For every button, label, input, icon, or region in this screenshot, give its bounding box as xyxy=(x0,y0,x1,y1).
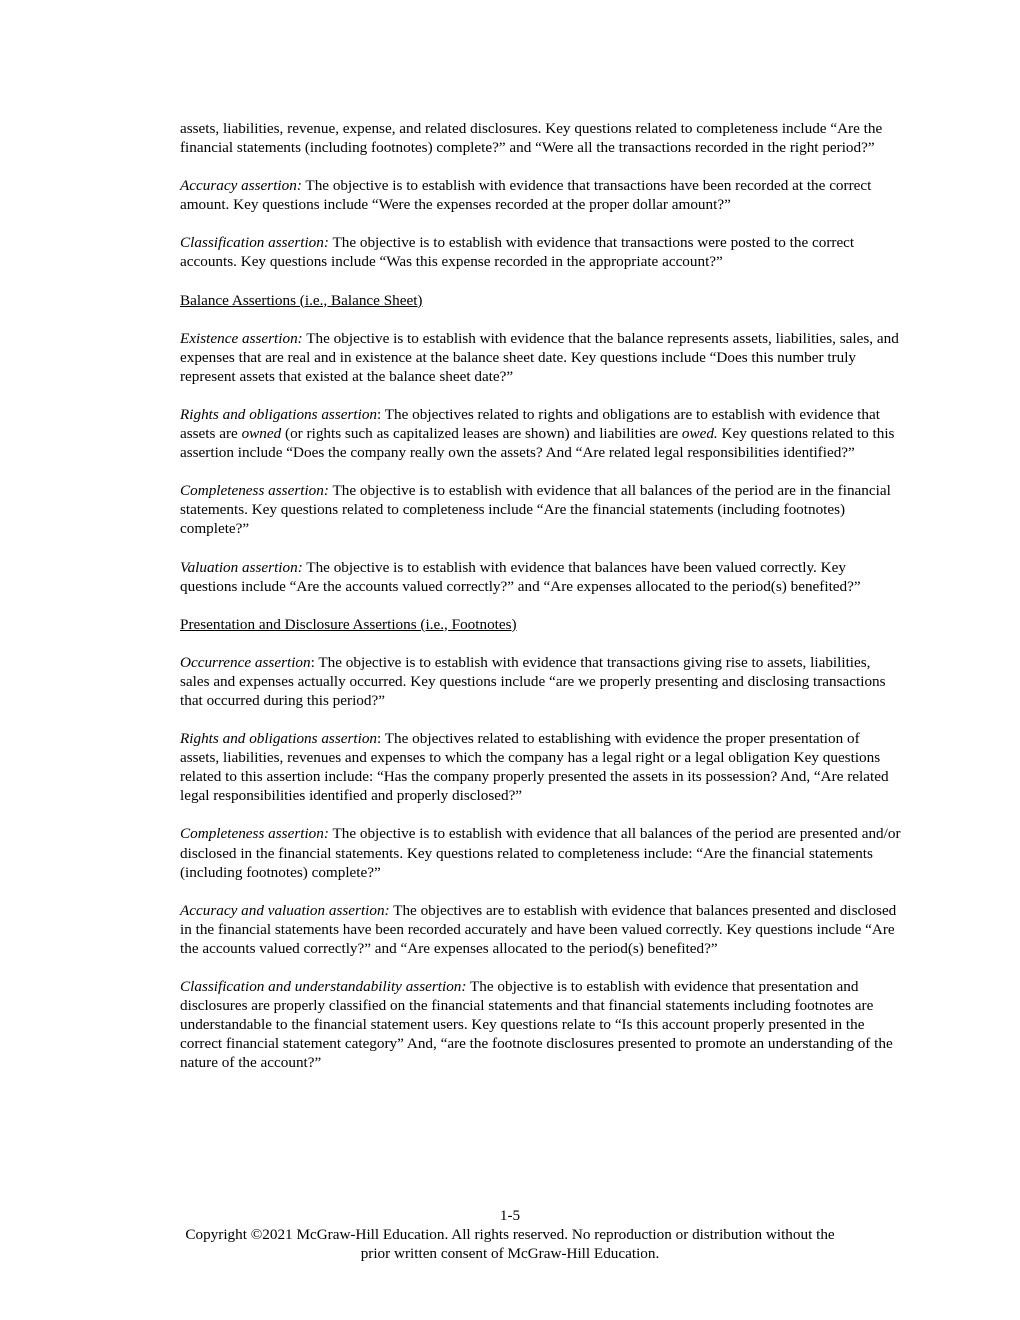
emphasis-owned: owned xyxy=(241,425,282,443)
paragraph-text: The objectives are to establish with evidence that balances presented and disclosed in the financial statements have been recorded accurately and have been valued correctly. Key questions include “Are the accounts valued correctly?” and “Are expenses allocated to the period(s) benefited?” xyxy=(180,901,897,957)
page-number: 1-5 xyxy=(499,1207,521,1224)
assertion-label: Occurrence assertion xyxy=(180,653,311,671)
assertion-label: Rights and obligations assertion xyxy=(180,730,378,748)
page-footer xyxy=(0,1206,1020,1263)
paragraph-text: : The objectives related to establishing with evidence the proper presentation of assets, liabilities, revenues and expenses to which the company has a legal right or a legal obligation Key questions related to this assertion include: “Has the company properly presented the assets in its possession? And, “Are related legal responsibilities identified and properly disclosed?” xyxy=(180,730,889,805)
paragraph-completeness-presentation xyxy=(180,824,902,881)
section-heading-text: Balance Assertions (i.e., Balance Sheet) xyxy=(180,291,423,309)
assertion-label: Existence assertion: xyxy=(180,329,303,347)
paragraph-text: : The objectives related to rights and obligations are to establish with evidence that assets are xyxy=(180,405,880,443)
paragraph-text: The objective is to establish with evidence that all balances of the period are in the financial statements. Key questions related to completeness include “Are the financial statements (including footnotes) complete?” xyxy=(180,482,891,538)
paragraph-text: The objective is to establish with evidence that transactions were posted to the correct accounts. Key questions include “Was this expense recorded in the appropriate account?” xyxy=(180,234,855,271)
assertion-label: Classification assertion: xyxy=(180,234,329,252)
paragraph-text: The objective is to establish with evidence that transactions have been recorded at the correct amount. Key questions include “Were the expenses recorded at the proper dollar amount?” xyxy=(180,177,872,214)
paragraph-existence-assertion xyxy=(180,329,902,386)
paragraph-text: The objective is to establish with evidence that the balance represents assets, liabilities, sales, and expenses that are real and in existence at the balance sheet date. Key questions include “Does this number truly represent assets that existed at the balance sheet date?” xyxy=(180,329,899,385)
paragraph-text: (or rights such as capitalized leases are shown) and liabilities are xyxy=(281,425,682,443)
paragraph-classification-assertion xyxy=(180,233,902,271)
paragraph-accuracy-valuation xyxy=(180,901,902,958)
section-heading-text: Presentation and Disclosure Assertions (i.e., Footnotes) xyxy=(180,615,517,633)
assertion-label: Accuracy assertion: xyxy=(180,177,302,195)
paragraph-completeness-continued xyxy=(180,119,902,157)
paragraph-valuation-assertion xyxy=(180,558,902,596)
paragraph-text: The objective is to establish with evidence that balances have been valued correctly. Key questions include “Are the accounts valued correctly?” and “Are expenses allocated to the period(s) benefited?” xyxy=(180,558,861,595)
assertion-label: Valuation assertion: xyxy=(180,558,303,576)
assertion-label: Rights and obligations assertion xyxy=(180,405,378,423)
paragraph-text: : The objective is to establish with evidence that transactions giving rise to assets, liabilities, sales and expenses actually occurred. Key questions include “are we properly presenting and disclosing transactions that occurred during this period?” xyxy=(180,653,886,709)
document-body xyxy=(180,119,902,1091)
paragraph-occurrence-assertion xyxy=(180,653,902,710)
paragraph-classification-understandability xyxy=(180,977,902,1072)
assertion-label: Accuracy and valuation assertion: xyxy=(180,901,390,919)
paragraph-text: The objective is to establish with evidence that presentation and disclosures are properly classified on the financial statements and that financial statements including footnotes are understandable to the financial statement users. Key questions relate to “Is this account properly presented in the correct financial statement category” And, “are the footnote disclosures presented to promote an understanding of the nature of the account?” xyxy=(180,978,893,1072)
assertion-label: Classification and understandability assertion: xyxy=(180,978,467,995)
paragraph-rights-obligations-balance xyxy=(180,405,902,462)
paragraph-accuracy-assertion xyxy=(180,176,902,214)
paragraph-text: Key questions related to this assertion include “Does the company really own the assets? And “Are related legal responsibilities identified?” xyxy=(180,425,895,462)
section-heading-balance-assertions xyxy=(180,291,902,310)
section-heading-presentation-disclosure xyxy=(180,615,902,634)
copyright-line-1: Copyright ©2021 McGraw-Hill Education. All rights reserved. No reproduction or distribution without the xyxy=(185,1226,835,1243)
paragraph-completeness-balance xyxy=(180,481,902,538)
emphasis-owed: owed. xyxy=(681,425,718,443)
paragraph-text: The objective is to establish with evidence that all balances of the period are presented and/or disclosed in the financial statements. Key questions related to completeness include: “Are the financial statements (including footnotes) complete?” xyxy=(180,825,901,881)
assertion-label: Completeness assertion: xyxy=(180,825,329,843)
assertion-label: Completeness assertion: xyxy=(180,482,329,500)
paragraph-rights-obligations-presentation xyxy=(180,729,902,805)
paragraph-text: assets, liabilities, revenue, expense, and related disclosures. Key questions related to completeness include “Are the financial statements (including footnotes) complete?” and “Were all the transactions recorded in the right period?” xyxy=(180,120,883,157)
copyright-line-2: prior written consent of McGraw-Hill Education. xyxy=(360,1245,660,1262)
